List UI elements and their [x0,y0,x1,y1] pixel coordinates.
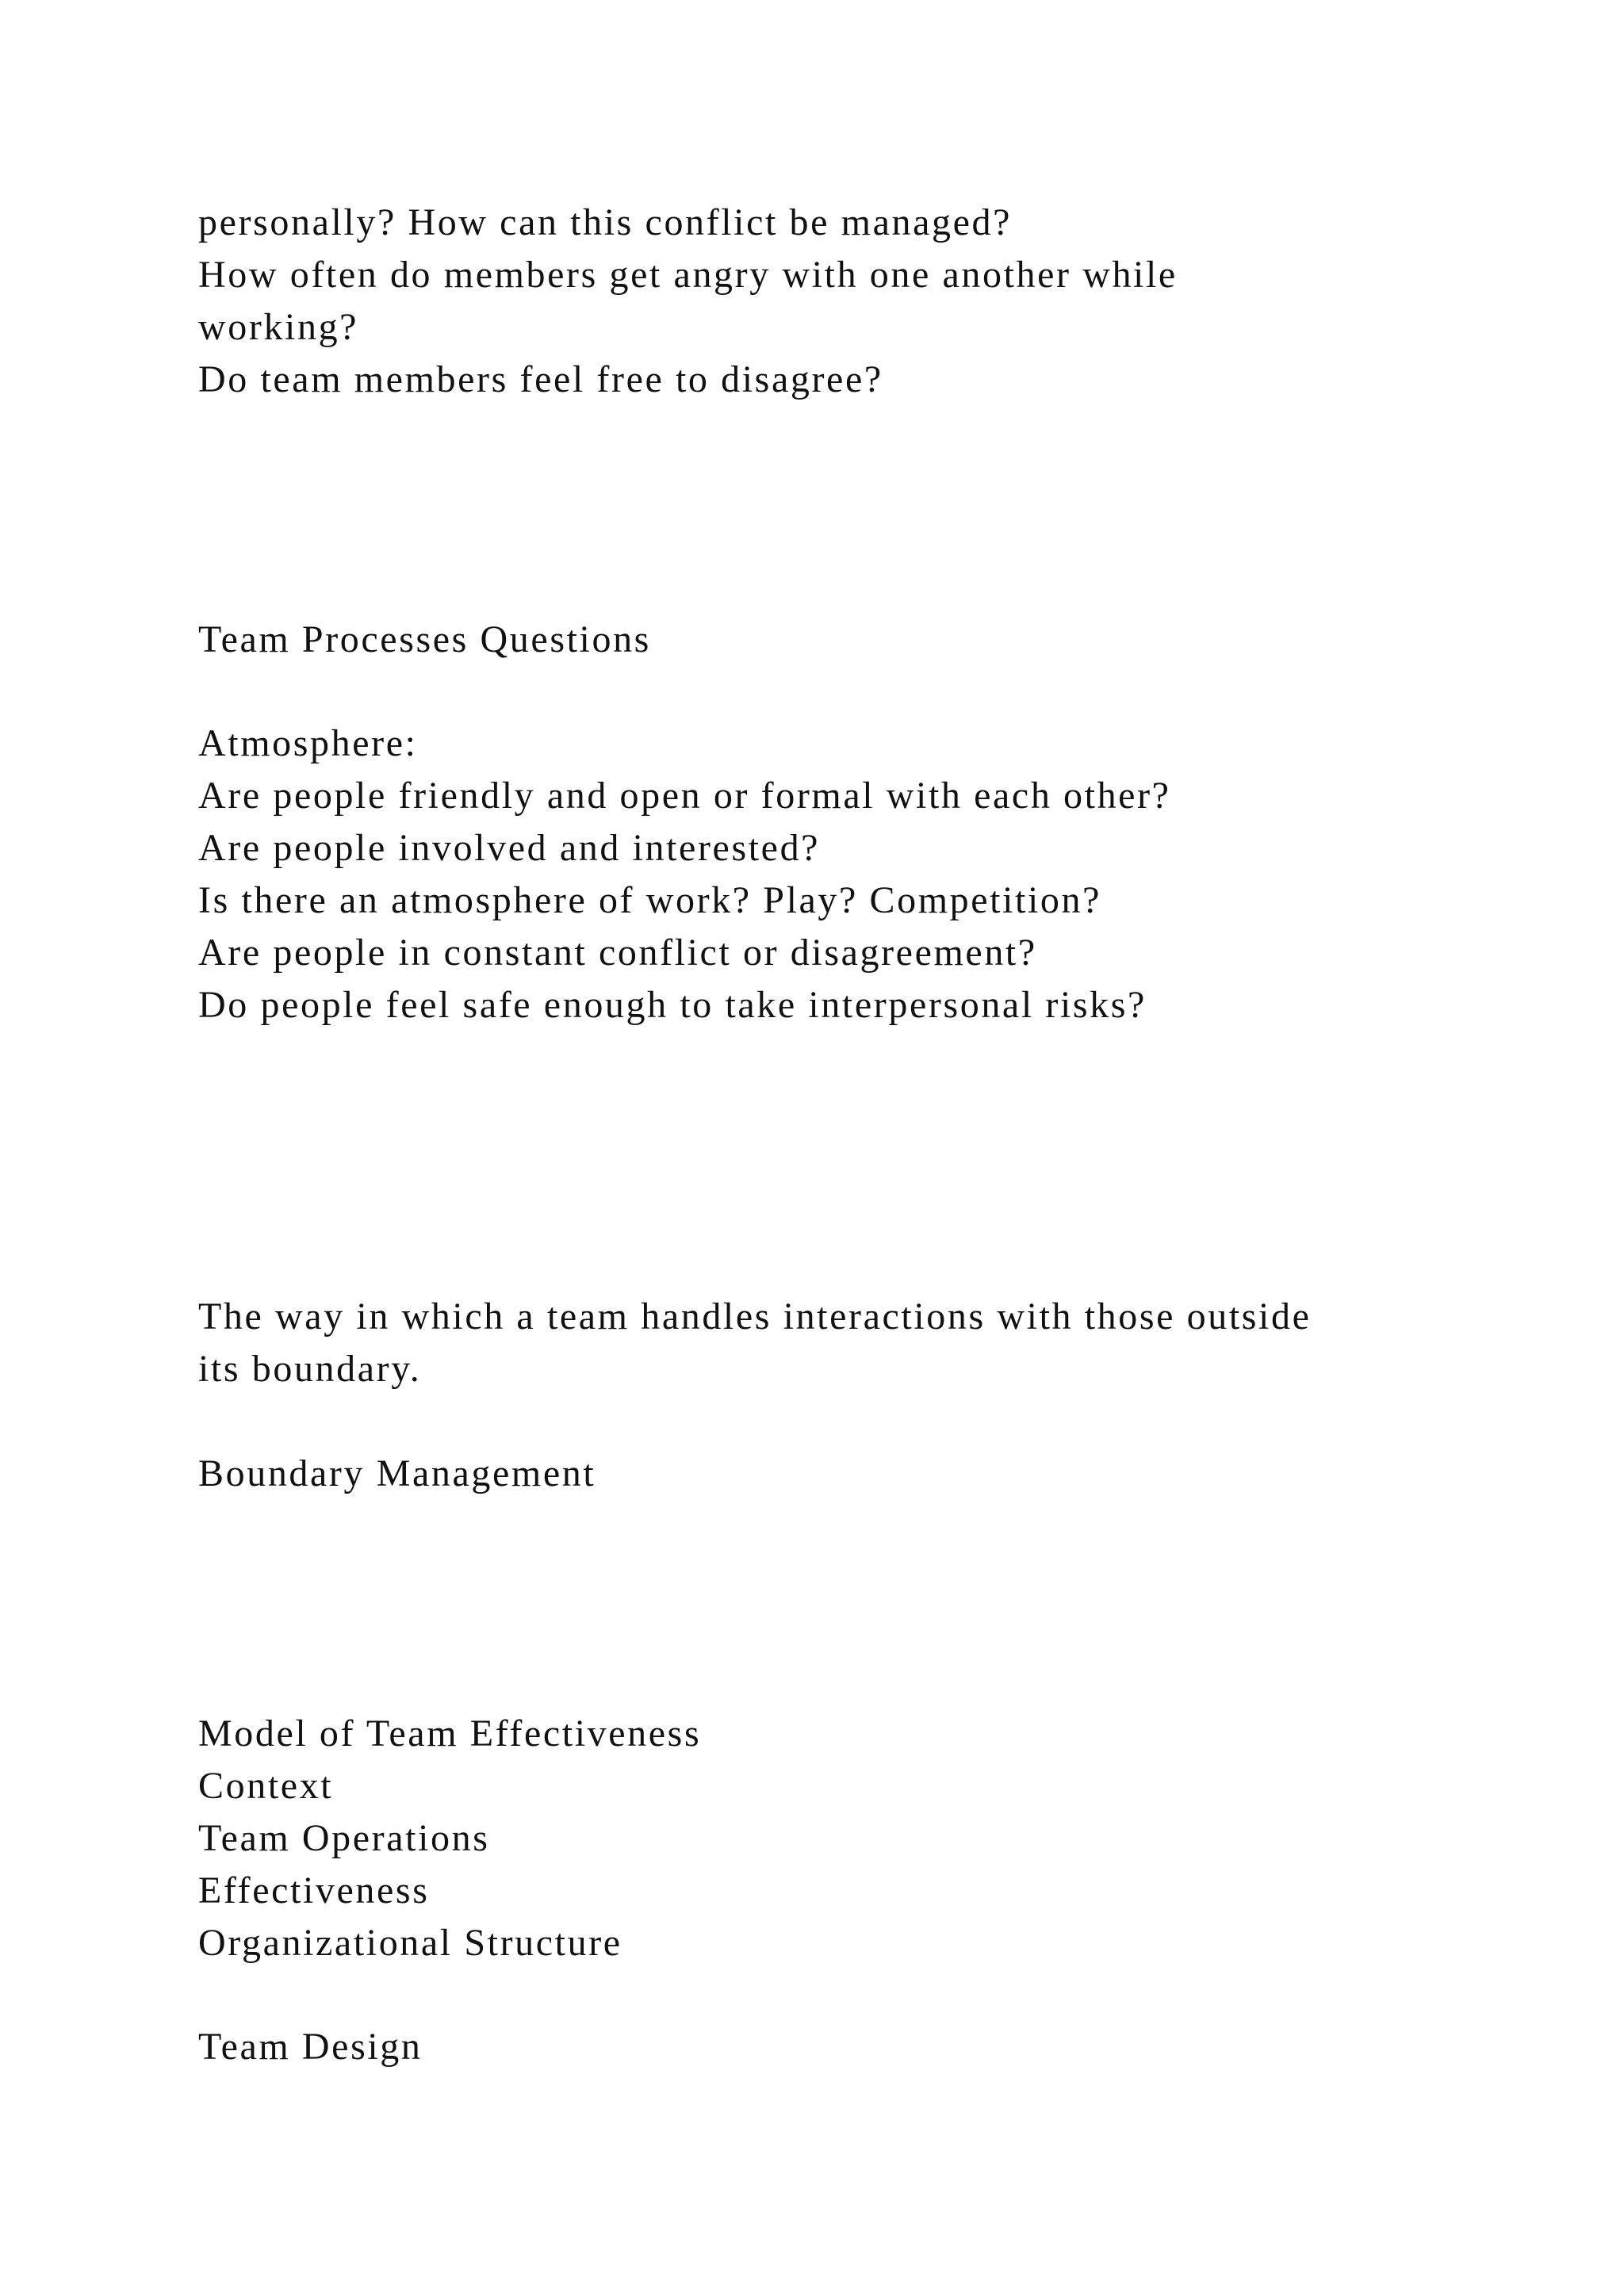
model-item: Context [198,1765,334,1807]
team-design-block [198,2021,423,2073]
team-processes-heading-block [198,614,651,666]
boundary-term-block [198,1448,596,1500]
conflict-question-line: working? [198,306,359,348]
boundary-definition [198,1291,1311,1395]
conflict-question-line: personally? How can this conflict be managed? [198,201,1012,243]
team-effectiveness-model [198,1708,701,1969]
atmosphere-question: Are people in constant conflict or disagreement? [198,932,1037,974]
atmosphere-question: Are people involved and interested? [198,827,821,869]
conflict-question-line: Do team members feel free to disagree? [198,358,883,400]
boundary-definition-line: its boundary. [198,1348,422,1390]
boundary-management-term: Boundary Management [198,1452,596,1494]
model-item: Effectiveness [198,1869,430,1911]
team-processes-heading: Team Processes Questions [198,618,651,660]
atmosphere-question: Is there an atmosphere of work? Play? Competition? [198,879,1102,921]
atmosphere-question: Are people friendly and open or formal with each other? [198,775,1171,817]
model-item: Organizational Structure [198,1922,622,1964]
atmosphere-question: Do people feel safe enough to take interpersonal risks? [198,984,1147,1026]
model-title: Model of Team Effectiveness [198,1712,702,1755]
atmosphere-label: Atmosphere: [198,722,418,764]
conflict-questions [198,197,1178,406]
boundary-definition-line: The way in which a team handles interactions with those outside [198,1295,1312,1337]
team-design-label: Team Design [198,2026,423,2068]
model-item: Team Operations [198,1817,490,1859]
atmosphere-section [198,718,1171,1031]
conflict-question-line: How often do members get angry with one another while [198,254,1178,296]
